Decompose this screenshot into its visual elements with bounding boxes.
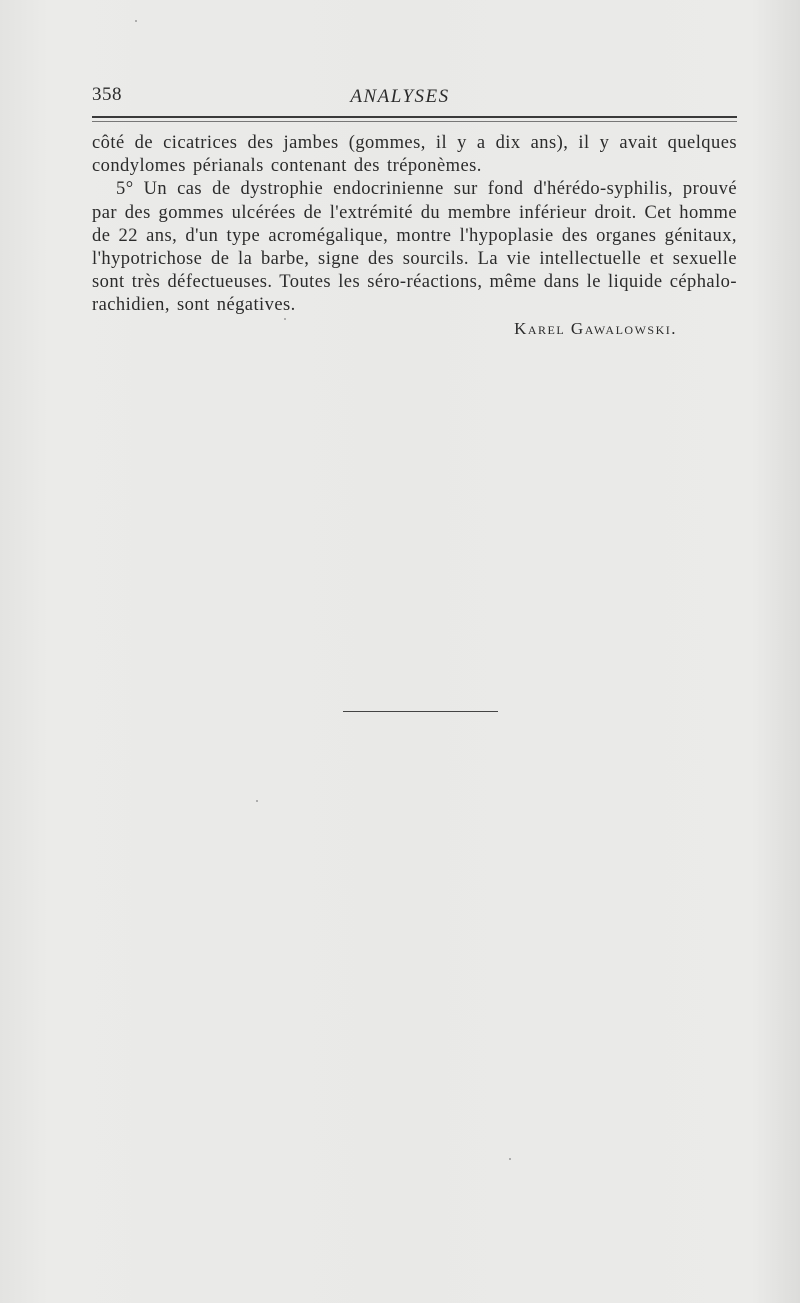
paragraph-case-5: 5° Un cas de dystrophie endocrinienne sur fond d'hérédo-syphilis, prouvé par des gommes ulcérées de l'extrémité du membre inférieur droit. Cet homme de 22 ans, d'un type acromégalique, montre l'hypoplasie des organes génitaux, l'hypotrichose de la barbe, signe des sourcils. La vie intellectuelle et sexuelle sont très défectueuses. Toutes les séro-réactions, même dans le liquide céphalo-rachidien, sont négatives.	[92, 179, 737, 316]
paper-speck	[256, 800, 258, 802]
paper-speck	[135, 20, 137, 22]
header-rule	[92, 116, 737, 118]
paper-speck	[284, 318, 286, 320]
paper-speck	[509, 1158, 511, 1160]
author-signature: Karel Gawalowski.	[514, 319, 677, 338]
running-title: ANALYSES	[350, 86, 450, 107]
paragraph-continuation: côté de cicatrices des jambes (gommes, il y a dix ans), il y avait quelques condylomes périanals contenant des tréponèmes.	[92, 133, 737, 177]
end-rule	[343, 711, 498, 712]
page-number: 358	[92, 84, 122, 105]
header-rule-fine	[92, 121, 737, 122]
body-text	[92, 132, 737, 318]
